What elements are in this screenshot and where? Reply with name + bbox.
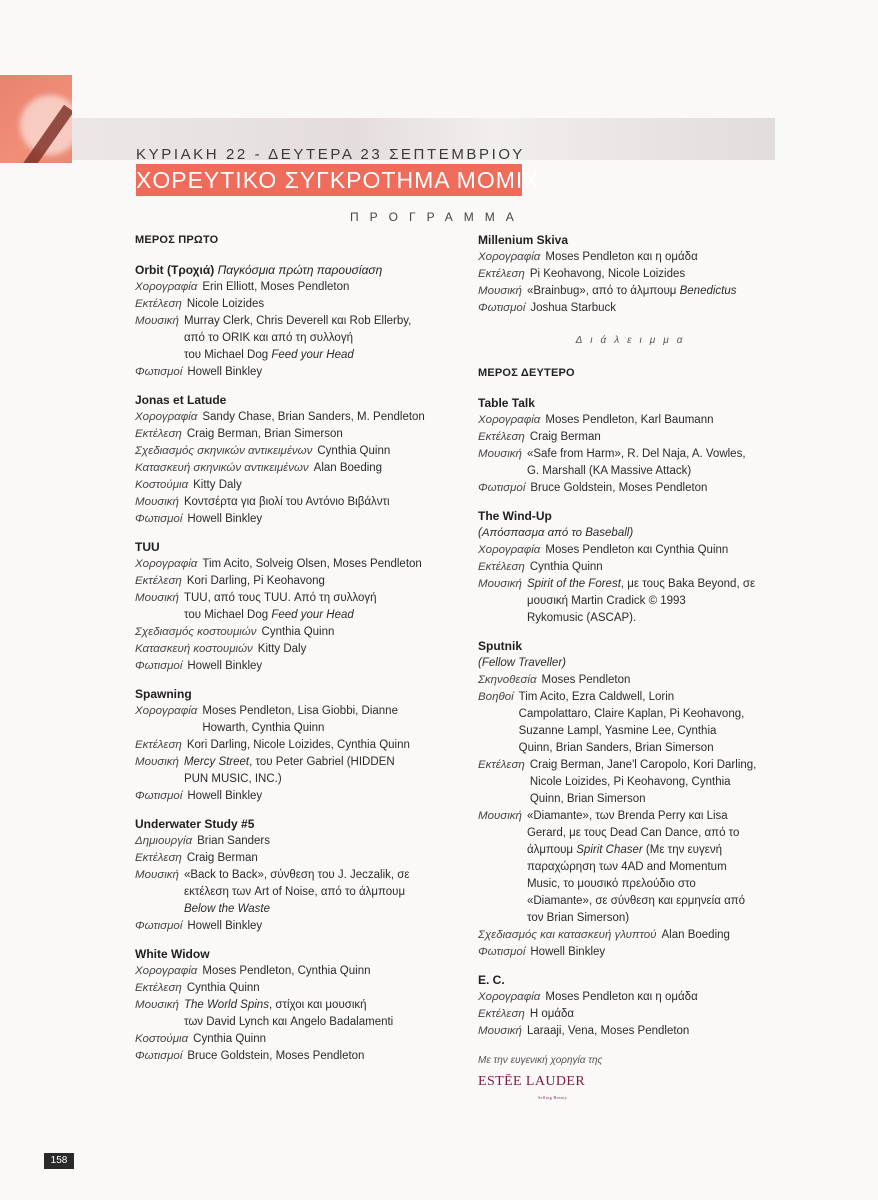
credit-row	[135, 850, 435, 867]
credit-line: Gerard, με τους Dead Can Dance, από το	[526, 827, 740, 839]
credit-line: Moses Pendleton	[541, 674, 631, 686]
program-heading: ΠΡΟΓΡΑΜΜΑ	[350, 210, 525, 224]
credit-value	[314, 460, 435, 477]
credit-row	[135, 624, 435, 641]
program-piece	[135, 686, 435, 805]
credit-line: Kori Darling, Nicole Loizides, Cynthia Quinn	[186, 739, 410, 751]
credit-value	[187, 364, 435, 381]
credit-line: άλμπουμ Spirit Chaser (Με την ευγενή	[526, 844, 722, 856]
credit-row	[478, 672, 788, 689]
piece-title	[135, 392, 435, 409]
credit-label: Κατασκευή σκηνικών αντικειμένων	[135, 462, 309, 474]
credit-line: Erin Elliott, Moses Pendleton	[202, 281, 350, 293]
piece-title	[478, 395, 788, 412]
credit-row	[135, 788, 435, 805]
credit-row	[135, 997, 435, 1031]
credit-label: Βοηθοί	[478, 691, 514, 703]
credit-label: Δημιουργία	[135, 835, 193, 847]
credit-value	[187, 980, 435, 997]
credit-label: Φωτισμοί	[478, 302, 526, 314]
credit-row	[478, 266, 788, 283]
credit-row	[135, 409, 435, 426]
right-column	[478, 232, 788, 1106]
credit-value	[197, 833, 435, 850]
credit-value	[530, 944, 788, 961]
credit-label: Χορογραφία	[478, 991, 541, 1003]
credit-label: Μουσική	[478, 448, 522, 460]
credit-value	[202, 703, 435, 737]
credit-line: Moses Pendleton, Cynthia Quinn	[202, 965, 371, 977]
credit-label: Χορογραφία	[135, 411, 198, 423]
credit-line: The World Spins, στίχοι και μουσική	[183, 999, 367, 1011]
credit-line: Howell Binkley	[187, 660, 263, 672]
credit-label: Φωτισμοί	[135, 1050, 183, 1062]
credit-line: Κοντσέρτα για βιολί του Αντόνιο Βιβάλντι	[183, 496, 390, 508]
credit-row	[135, 1031, 435, 1048]
credit-row	[135, 279, 435, 296]
credit-line: Murray Clerk, Chris Deverell και Rob Ellerby,	[183, 315, 412, 327]
credit-line: Quinn, Brian Simerson	[529, 793, 646, 805]
credit-line: Nicole Loizides, Pi Keohavong, Cynthia	[529, 776, 731, 788]
credit-row	[478, 480, 788, 497]
part-two-heading: ΜΕΡΟΣ ΔΕΥΤΕΡΟ	[478, 367, 575, 379]
credit-line: Quinn, Brian Sanders, Brian Simerson	[518, 742, 714, 754]
credit-value	[184, 494, 435, 511]
program-piece	[135, 392, 435, 528]
credit-value	[527, 1023, 788, 1040]
credit-label: Εκτέλεση	[135, 982, 182, 994]
credit-line: Laraaji, Vena, Moses Pendleton	[526, 1025, 690, 1037]
piece-title-text: Underwater Study #5	[135, 817, 255, 831]
part-one-continued	[478, 232, 788, 317]
event-dates: ΚΥΡΙΑΚΗ 22 - ΔΕΥΤΕΡΑ 23 ΣΕΠΤΕΜΒΡΙΟΥ	[136, 146, 525, 163]
part-two-pieces	[478, 395, 788, 1040]
credit-label: Εκτέλεση	[478, 561, 525, 573]
credit-label: Εκτέλεση	[135, 852, 182, 864]
credit-line: Howell Binkley	[187, 366, 263, 378]
credit-line: Howarth, Cynthia Quinn	[202, 722, 325, 734]
credit-value	[545, 542, 788, 559]
part-one-pieces	[135, 262, 435, 1065]
credit-row	[478, 249, 788, 266]
credit-value	[317, 443, 435, 460]
credit-label: Μουσική	[478, 1025, 522, 1037]
credit-label: Εκτέλεση	[135, 575, 182, 587]
credit-line: «Back to Back», σύνθεση του J. Jeczalik, σε	[183, 869, 410, 881]
credit-row	[478, 757, 788, 808]
piece-title-text: The Wind-Up	[478, 509, 552, 523]
credit-label: Χορογραφία	[135, 281, 198, 293]
credit-line: «Safe from Harm», R. Del Naja, A. Vowles,	[526, 448, 746, 460]
credit-line: εκτέλεση των Art of Noise, από το άλμπουμ	[183, 886, 406, 898]
credit-line: Tim Acito, Solveig Olsen, Moses Pendleton	[202, 558, 422, 570]
credit-line: παραχώρηση των 4AD and Momentum	[526, 861, 727, 873]
credit-value	[187, 850, 435, 867]
credit-line: Music, το μουσικό πρελούδιο στο	[526, 878, 696, 890]
piece-title-text: TUU	[135, 540, 160, 554]
piece-title	[135, 686, 435, 703]
credit-value	[202, 409, 435, 426]
piece-title	[478, 638, 788, 655]
piece-title-text: White Widow	[135, 947, 210, 961]
credit-row	[478, 944, 788, 961]
credit-line: Bruce Goldstein, Moses Pendleton	[530, 482, 708, 494]
credit-label: Εκτέλεση	[478, 268, 525, 280]
credit-line: Moses Pendleton και η ομάδα	[545, 251, 698, 263]
credit-row	[478, 542, 788, 559]
credit-row	[135, 573, 435, 590]
credit-label: Φωτισμοί	[478, 946, 526, 958]
credit-value	[187, 426, 435, 443]
piece-subtitle: Παγκόσμια πρώτη παρουσίαση	[217, 263, 383, 277]
left-column	[135, 232, 435, 1076]
credit-row	[135, 754, 435, 788]
credit-line: του Michael Dog Feed your Head	[183, 349, 354, 361]
credit-value	[258, 641, 435, 658]
credit-line: τον Brian Simerson)	[526, 912, 630, 924]
credit-label: Εκτέλεση	[478, 431, 525, 443]
credit-row	[135, 313, 435, 364]
credit-line: Alan Boeding	[661, 929, 730, 941]
credit-row	[135, 918, 435, 935]
credit-value	[187, 918, 435, 935]
credit-value	[184, 313, 435, 364]
piece-subline: (Fellow Traveller)	[478, 657, 566, 669]
credit-label: Φωτισμοί	[135, 366, 183, 378]
piece-title	[135, 816, 435, 833]
credit-label: Κοστούμια	[135, 1033, 189, 1045]
program-piece	[478, 232, 788, 317]
credit-line: Spirit of the Forest, με τους Baka Beyond, σε	[526, 578, 756, 590]
credit-label: Εκτέλεση	[135, 298, 182, 310]
credit-row	[478, 446, 788, 480]
credit-row	[478, 429, 788, 446]
credit-label: Φωτισμοί	[478, 482, 526, 494]
company-title: ΧΟΡΕΥΤΙΚΟ ΣΥΓΚΡΟΤΗΜΑ ΜΟΜΙΧ	[136, 164, 522, 196]
program-piece	[478, 972, 788, 1040]
credit-row	[135, 477, 435, 494]
credit-label: Μουσική	[478, 285, 522, 297]
credit-line: Craig Berman	[186, 852, 258, 864]
credit-label: Φωτισμοί	[135, 920, 183, 932]
sponsor-logo	[478, 1073, 788, 1106]
credit-line: PUN MUSIC, INC.)	[183, 773, 282, 785]
credit-value	[530, 266, 788, 283]
credit-row	[135, 494, 435, 511]
credit-row	[478, 412, 788, 429]
credit-label: Χορογραφία	[478, 251, 541, 263]
credit-value	[545, 249, 788, 266]
credit-row	[135, 867, 435, 918]
decorative-photo-corner	[0, 75, 72, 163]
credit-line: των David Lynch και Angelo Badalamenti	[183, 1016, 394, 1028]
credit-line: Craig Berman, Jane'l Caropolo, Kori Darling,	[529, 759, 757, 771]
program-piece	[478, 638, 788, 961]
credit-row	[135, 980, 435, 997]
credit-line: Howell Binkley	[187, 513, 263, 525]
credit-line: μουσική Martin Cradick © 1993	[526, 595, 686, 607]
credit-line: Cynthia Quinn	[186, 982, 260, 994]
credit-row	[478, 689, 788, 757]
credit-value	[519, 689, 788, 757]
piece-subline: (Απόσπασμα από το Baseball)	[478, 527, 634, 539]
credit-value	[530, 559, 788, 576]
credit-value	[187, 1048, 435, 1065]
credit-line: Rykomusic (ASCAP).	[526, 612, 637, 624]
piece-title-text: Millenium Skiva	[478, 233, 569, 247]
credit-row	[135, 364, 435, 381]
credit-line: Tim Acito, Ezra Caldwell, Lorin	[518, 691, 675, 703]
credit-line: Joshua Starbuck	[530, 302, 617, 314]
sponsor-logo-tagline: Selling Beauty	[538, 1095, 568, 1100]
credit-row	[135, 703, 435, 737]
credit-value	[545, 989, 788, 1006]
credit-value	[184, 997, 435, 1031]
credit-row	[135, 1048, 435, 1065]
credit-label: Μουσική	[135, 315, 179, 327]
credit-line: «Diamante», σε σύνθεση και ερμηνεία από	[526, 895, 746, 907]
credit-line: Moses Pendleton, Karl Baumann	[545, 414, 714, 426]
piece-title	[478, 508, 788, 525]
credit-row	[135, 737, 435, 754]
credit-value	[527, 808, 788, 927]
program-piece	[135, 539, 435, 675]
part-one-heading: ΜΕΡΟΣ ΠΡΩΤΟ	[135, 234, 219, 246]
credit-label: Μουσική	[135, 496, 179, 508]
credit-line: Kitty Daly	[193, 479, 242, 491]
credit-line: Moses Pendleton και η ομάδα	[545, 991, 698, 1003]
credit-value	[193, 1031, 435, 1048]
credit-line: Kori Darling, Pi Keohavong	[186, 575, 325, 587]
credit-value	[662, 927, 789, 944]
credit-label: Μουσική	[478, 810, 522, 822]
credit-row	[135, 460, 435, 477]
credit-label: Μουσική	[135, 999, 179, 1011]
piece-title-text: Spawning	[135, 687, 192, 701]
credit-row	[478, 300, 788, 317]
credit-label: Εκτέλεση	[135, 428, 182, 440]
credit-value	[530, 300, 788, 317]
credit-row	[478, 1023, 788, 1040]
credit-value	[530, 757, 788, 808]
credit-label: Σχεδιασμός και κατασκευή γλυπτού	[478, 929, 657, 941]
credit-label: Μουσική	[135, 869, 179, 881]
page-number: 158	[44, 1153, 74, 1169]
credit-row	[478, 283, 788, 300]
program-piece	[478, 508, 788, 627]
credit-value	[202, 556, 435, 573]
credit-line: Moses Pendleton και Cynthia Quinn	[545, 544, 729, 556]
credit-label: Εκτέλεση	[478, 1008, 525, 1020]
credit-line: Cynthia Quinn	[261, 626, 335, 638]
credit-label: Εκτέλεση	[478, 759, 525, 771]
credit-value	[187, 573, 435, 590]
sponsor-logo-text: ESTĒE LAUDER	[478, 1074, 586, 1089]
credit-row	[478, 808, 788, 927]
piece-title-text: Sputnik	[478, 639, 522, 653]
intermission: Διάλειμμα	[575, 335, 691, 346]
credit-line: Sandy Chase, Brian Sanders, M. Pendleton	[202, 411, 425, 423]
credit-label: Χορογραφία	[135, 558, 198, 570]
credit-value	[187, 737, 435, 754]
credit-line: Cynthia Quinn	[193, 1033, 267, 1045]
piece-title-text: Jonas et Latude	[135, 393, 227, 407]
credit-label: Φωτισμοί	[135, 660, 183, 672]
credit-value	[262, 624, 435, 641]
credit-row	[135, 511, 435, 528]
credit-line: Below the Waste	[183, 903, 271, 915]
credit-row	[478, 989, 788, 1006]
credit-row	[478, 1006, 788, 1023]
credit-value	[187, 788, 435, 805]
piece-title-text: Orbit (Τροχιά)	[135, 263, 215, 277]
credit-label: Σκηνοθεσία	[478, 674, 537, 686]
credit-row	[135, 963, 435, 980]
credit-row	[135, 658, 435, 675]
credit-line: Moses Pendleton, Lisa Giobbi, Dianne	[202, 705, 398, 717]
credit-row	[478, 576, 788, 627]
credit-line: Cynthia Quinn	[529, 561, 603, 573]
credit-value	[527, 446, 788, 480]
piece-title	[478, 972, 788, 989]
credit-line: TUU, από τους TUU. Από τη συλλογή	[183, 592, 377, 604]
credit-line: Bruce Goldstein, Moses Pendleton	[187, 1050, 365, 1062]
credit-line: Pi Keohavong, Nicole Loizides	[529, 268, 686, 280]
credit-line: «Diamante», των Brenda Perry και Lisa	[526, 810, 728, 822]
credit-line: Η ομάδα	[529, 1008, 575, 1020]
credit-value	[202, 279, 435, 296]
credit-line: από το ORIK και από τη συλλογή	[183, 332, 353, 344]
credit-value	[187, 658, 435, 675]
credit-value	[187, 296, 435, 313]
credit-line: του Michael Dog Feed your Head	[183, 609, 354, 621]
program-piece	[478, 395, 788, 497]
credit-label: Μουσική	[135, 592, 179, 604]
credit-row	[135, 296, 435, 313]
credit-label: Σχεδιασμός σκηνικών αντικειμένων	[135, 445, 313, 457]
credit-line: Howell Binkley	[187, 790, 263, 802]
credit-line: Craig Berman, Brian Simerson	[186, 428, 343, 440]
piece-title	[135, 262, 435, 279]
credit-value	[530, 429, 788, 446]
credit-label: Σχεδιασμός κοστουμιών	[135, 626, 257, 638]
sponsor-note: Με την ευγενική χορηγία της	[478, 1055, 603, 1066]
program-piece	[135, 946, 435, 1065]
credit-value	[527, 283, 788, 300]
piece-title	[478, 232, 788, 249]
credit-line: Cynthia Quinn	[317, 445, 391, 457]
program-piece	[135, 816, 435, 935]
piece-title-text: E. C.	[478, 973, 505, 987]
credit-line: «Brainbug», από το άλμπουμ Benedictus	[526, 285, 737, 297]
credit-value	[530, 1006, 788, 1023]
credit-row	[135, 641, 435, 658]
credit-line: Kitty Daly	[257, 643, 307, 655]
credit-value	[545, 412, 788, 429]
credit-label: Χορογραφία	[135, 705, 198, 717]
credit-value	[202, 963, 435, 980]
credit-value	[542, 672, 788, 689]
credit-label: Εκτέλεση	[135, 739, 182, 751]
credit-line: Howell Binkley	[187, 920, 263, 932]
credit-row	[135, 590, 435, 624]
credit-line: Mercy Street, του Peter Gabriel (HIDDEN	[183, 756, 395, 768]
credit-label: Χορογραφία	[135, 965, 198, 977]
piece-title-text: Table Talk	[478, 396, 535, 410]
credit-line: Alan Boeding	[313, 462, 383, 474]
credit-label: Μουσική	[135, 756, 179, 768]
credit-line: Brian Sanders	[197, 835, 270, 847]
credit-label: Φωτισμοί	[135, 513, 183, 525]
credit-row	[135, 556, 435, 573]
credit-line: G. Marshall (KA Massive Attack)	[526, 465, 692, 477]
credit-label: Χορογραφία	[478, 544, 541, 556]
credit-label: Κοστούμια	[135, 479, 189, 491]
credit-value	[530, 480, 788, 497]
credit-label: Φωτισμοί	[135, 790, 183, 802]
credit-row	[478, 559, 788, 576]
credit-label: Κατασκευή κοστουμιών	[135, 643, 253, 655]
program-piece	[135, 262, 435, 381]
credit-row	[135, 426, 435, 443]
credit-label: Μουσική	[478, 578, 522, 590]
credit-value	[184, 754, 435, 788]
credit-value	[527, 576, 788, 627]
credit-line: Campolattaro, Claire Kaplan, Pi Keohavong,	[518, 708, 745, 720]
credit-row	[478, 927, 788, 944]
credit-value	[184, 590, 435, 624]
credit-row	[135, 833, 435, 850]
piece-title	[135, 539, 435, 556]
credit-line: Howell Binkley	[530, 946, 606, 958]
credit-line: Suzanne Lampl, Yasmine Lee, Cynthia	[518, 725, 717, 737]
credit-row	[135, 443, 435, 460]
credit-value	[193, 477, 435, 494]
piece-title	[135, 946, 435, 963]
credit-label: Χορογραφία	[478, 414, 541, 426]
credit-line: Craig Berman	[529, 431, 601, 443]
credit-value	[187, 511, 435, 528]
credit-value	[184, 867, 435, 918]
credit-line: Nicole Loizides	[186, 298, 265, 310]
